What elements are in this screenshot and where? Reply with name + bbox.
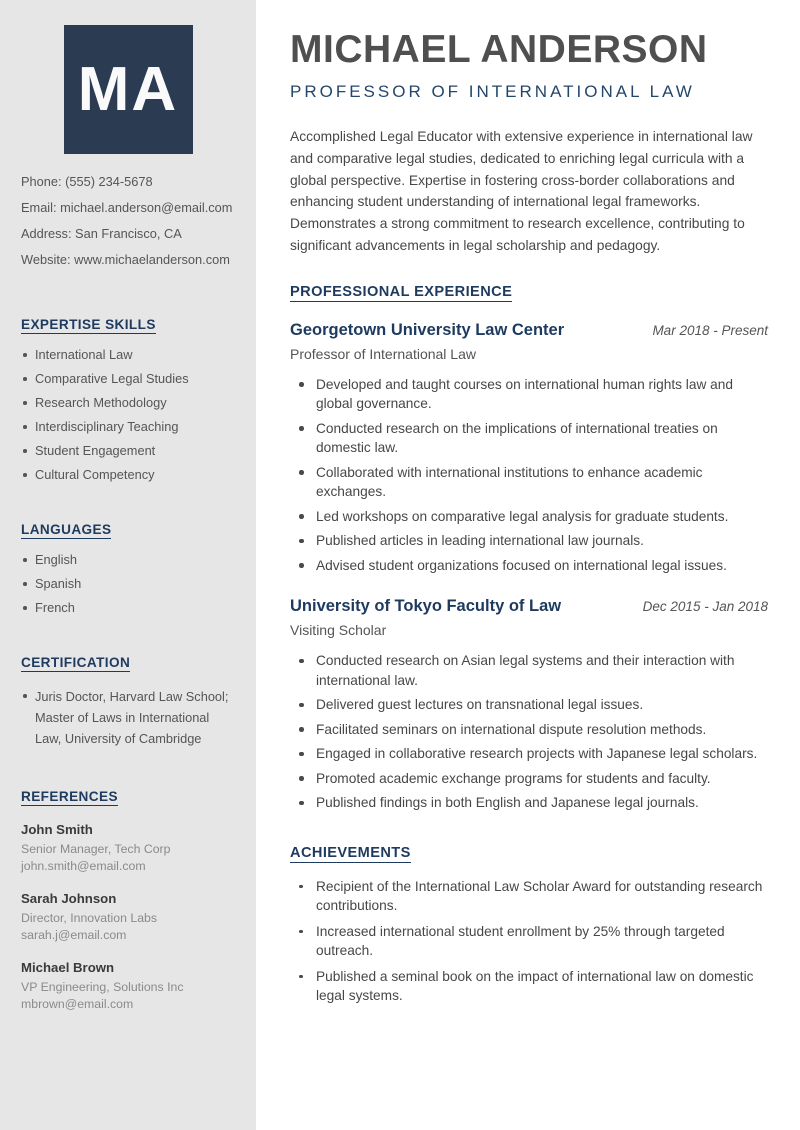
certification-heading: CERTIFICATION <box>21 655 131 670</box>
certification-item: Juris Doctor, Harvard Law School; Master of Laws in International Law, University of Cambridge <box>21 686 235 749</box>
job-bullet: Published findings in both English and Japanese legal journals. <box>290 793 768 813</box>
job-bullet-list <box>290 651 768 813</box>
monogram-avatar: MA <box>64 25 193 154</box>
reference-name: Sarah Johnson <box>21 891 117 906</box>
summary-paragraph: Accomplished Legal Educator with extensive experience in international law and comparative legal studies, dedicated to enriching legal curricula with a global perspective. Expertise in fostering cross-border collaborations and enhancing student understanding of international legal frameworks. Demonstrates a strong commitment to research excellence, contributing to significant advancements in legal scholarship and pedagogy. <box>290 129 753 253</box>
job-header <box>290 321 768 340</box>
contact-address: Address: San Francisco, CA <box>21 226 182 241</box>
reference-name: John Smith <box>21 822 93 837</box>
reference-name: Michael Brown <box>21 960 115 975</box>
certification-list <box>21 686 235 749</box>
reference-email: sarah.j@email.com <box>21 928 127 942</box>
languages-list <box>21 553 235 615</box>
job-bullet-list <box>290 375 768 576</box>
job-bullet: Collaborated with international institutions to enhance academic exchanges. <box>290 463 768 502</box>
skill-item: International Law <box>21 348 235 362</box>
contact-website: Website: www.michaelanderson.com <box>21 252 230 267</box>
job-header <box>290 597 768 616</box>
skill-item: Student Engagement <box>21 444 235 458</box>
job-bullet: Engaged in collaborative research projects with Japanese legal scholars. <box>290 744 768 764</box>
job-bullet: Facilitated seminars on international dispute resolution methods. <box>290 720 768 740</box>
job-company: Georgetown University Law Center <box>290 320 565 339</box>
reference-role: VP Engineering, Solutions Inc <box>21 980 184 994</box>
achievements-list <box>290 877 768 1006</box>
job-bullet: Conducted research on Asian legal systems and their interaction with international law. <box>290 651 768 690</box>
job-bullet: Developed and taught courses on international human rights law and global governance. <box>290 375 768 414</box>
achievements-heading: ACHIEVEMENTS <box>290 844 411 861</box>
experience-heading: PROFESSIONAL EXPERIENCE <box>290 283 513 300</box>
person-name: MICHAEL ANDERSON <box>290 28 708 71</box>
references-list <box>21 822 235 1013</box>
reference-email: mbrown@email.com <box>21 997 134 1011</box>
reference-role: Director, Innovation Labs <box>21 911 158 925</box>
main-content <box>256 0 800 1130</box>
skills-heading: EXPERTISE SKILLS <box>21 317 156 332</box>
references-heading: REFERENCES <box>21 789 118 804</box>
language-item: English <box>21 553 235 567</box>
languages-heading: LANGUAGES <box>21 522 112 537</box>
language-item: French <box>21 601 235 615</box>
reference-entry <box>21 960 235 1013</box>
job-bullet: Conducted research on the implications of international treaties on domestic law. <box>290 419 768 458</box>
achievement-item: Increased international student enrollment by 25% through targeted outreach. <box>290 922 768 961</box>
language-item: Spanish <box>21 577 235 591</box>
job-role: Visiting Scholar <box>290 622 387 639</box>
reference-email: john.smith@email.com <box>21 859 146 873</box>
job-entry <box>290 597 768 813</box>
skill-item: Comparative Legal Studies <box>21 372 235 386</box>
job-bullet: Led workshops on comparative legal analysis for graduate students. <box>290 507 768 527</box>
skills-list <box>21 348 235 482</box>
job-dates: Mar 2018 - Present <box>652 322 768 338</box>
skill-item: Research Methodology <box>21 396 235 410</box>
skill-item: Cultural Competency <box>21 468 235 482</box>
contact-email: Email: michael.anderson@email.com <box>21 200 233 215</box>
job-dates: Dec 2015 - Jan 2018 <box>642 599 768 615</box>
reference-entry <box>21 891 235 944</box>
contact-phone: Phone: (555) 234-5678 <box>21 174 153 189</box>
skill-item: Interdisciplinary Teaching <box>21 420 235 434</box>
job-bullet: Promoted academic exchange programs for students and faculty. <box>290 769 768 789</box>
achievement-item: Published a seminal book on the impact of international law on domestic legal systems. <box>290 967 768 1006</box>
reference-role: Senior Manager, Tech Corp <box>21 842 171 856</box>
job-bullet: Delivered guest lectures on transnational legal issues. <box>290 695 768 715</box>
job-entry <box>290 321 768 576</box>
achievement-item: Recipient of the International Law Scholar Award for outstanding research contributions. <box>290 877 768 916</box>
contact-info <box>21 175 235 267</box>
job-bullet: Published articles in leading international law journals. <box>290 531 768 551</box>
reference-entry <box>21 822 235 875</box>
job-company: University of Tokyo Faculty of Law <box>290 597 562 616</box>
job-role: Professor of International Law <box>290 345 476 362</box>
person-title: PROFESSOR OF INTERNATIONAL LAW <box>290 82 695 101</box>
job-bullet: Advised student organizations focused on international legal issues. <box>290 556 768 576</box>
sidebar <box>0 0 256 1130</box>
